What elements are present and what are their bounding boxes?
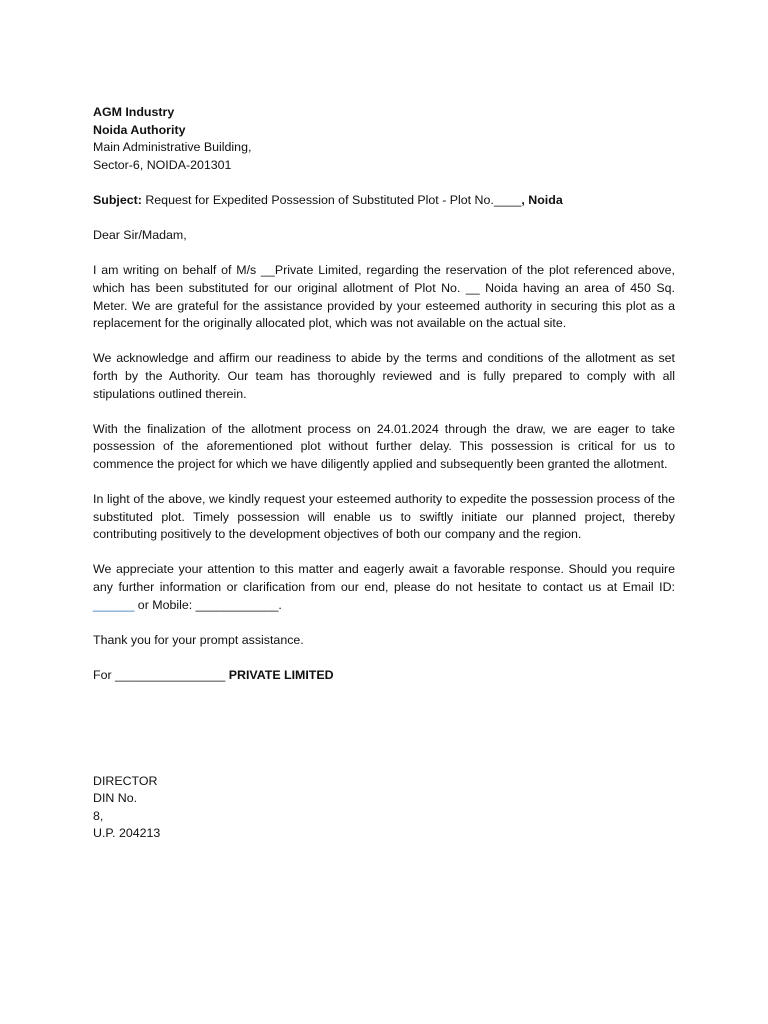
signature-space	[93, 685, 675, 773]
signatory-din: DIN No.	[93, 791, 138, 806]
signatory-address-line2: U.P. 204213	[93, 826, 161, 841]
signatory-title: DIRECTOR	[93, 773, 158, 788]
email-blank: ______	[93, 597, 135, 612]
letter-document	[93, 104, 675, 843]
subject-text: Request for Expedited Possession of Substituted Plot - Plot No.____	[141, 192, 522, 207]
mobile-label: or Mobile:	[134, 597, 196, 612]
recipient-organization: Noida Authority	[93, 122, 186, 137]
mobile-blank: ____________	[195, 597, 279, 612]
subject-location: , Noida	[521, 192, 563, 207]
company-suffix: PRIVATE LIMITED	[228, 668, 334, 682]
recipient-block	[93, 104, 675, 174]
paragraph-end: .	[278, 597, 282, 612]
body-paragraph-5	[93, 561, 675, 614]
for-company-prefix: For ________________	[93, 668, 229, 682]
body-paragraph-2: We acknowledge and affirm our readiness to abide by the terms and conditions of the allotment as set forth by the Authority. Our team has thoroughly reviewed and is fully prepared to comply with all stipulations outlined therein.	[93, 351, 675, 401]
for-company-line	[93, 667, 675, 685]
recipient-name: AGM Industry	[93, 105, 175, 119]
salutation: Dear Sir/Madam,	[93, 228, 187, 243]
body-paragraph-4: In light of the above, we kindly request your esteemed authority to expedite the possession process of the substituted plot. Timely possession will enable us to swiftly initiate our planned project, thereby contributing positively to the development objectives of both our company and the region.	[93, 492, 675, 542]
body-paragraph-3: With the finalization of the allotment process on 24.01.2024 through the draw, we are eager to take possession of the aforementioned plot without further delay. This possession is critical for us to commence the project for which we have diligently applied and subsequently been granted the allotment.	[93, 421, 675, 471]
closing-line: Thank you for your prompt assistance.	[93, 632, 304, 647]
subject-line	[93, 192, 675, 210]
contact-request-text: We appreciate your attention to this matter and eagerly await a favorable response. Should you require any further information or clarification from our end, please do not hesitate to contact us at Email ID:	[93, 562, 675, 595]
signatory-block	[93, 773, 675, 843]
recipient-address-line1: Main Administrative Building,	[93, 140, 252, 155]
recipient-address-line2: Sector-6, NOIDA-201301	[93, 157, 232, 172]
subject-label: Subject:	[93, 192, 142, 207]
body-paragraph-1: I am writing on behalf of M/s __Private Limited, regarding the reservation of the plot referenced above, which has been substituted for our original allotment of Plot No. __ Noida having an area of 450 Sq. Meter. We are grateful for the assistance provided by your esteemed authority in securing this plot as a replacement for the originally allocated plot, which was not available on the actual site.	[93, 263, 675, 331]
signatory-address-line1: 8,	[93, 808, 104, 823]
